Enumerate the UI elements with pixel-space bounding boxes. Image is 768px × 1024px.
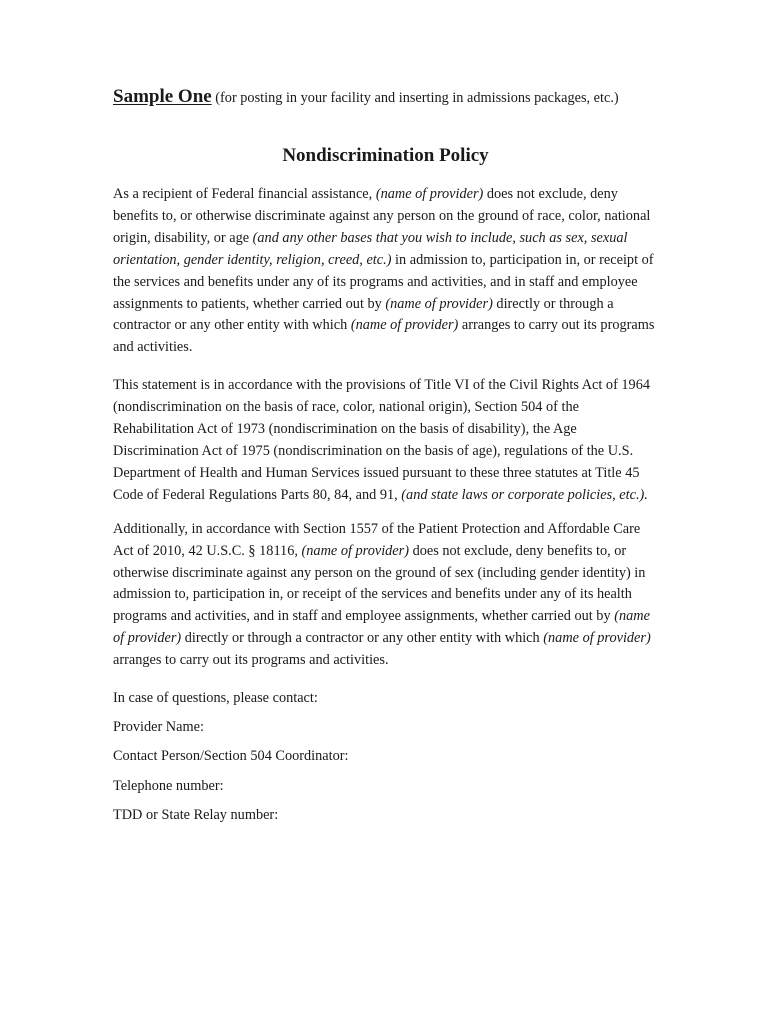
placeholder-text: (name of provider) [385,295,493,312]
contact-person-coordinator: Contact Person/Section 504 Coordinator: [113,748,349,765]
contact-provider-name: Provider Name: [113,718,204,735]
contact-telephone: Telephone number: [113,777,224,794]
policy-paragraph-2 [113,375,658,506]
paragraph-text: Additionally, in accordance with Section 1557 of the Patient Protection and Affordable Care Act of 2010, 42 U.S.C. § 18116, [113,520,644,559]
policy-paragraph-3 [113,519,658,672]
sample-note: (for posting in your facility and inserting in admissions packages, etc.) [215,90,619,106]
paragraph-text: This statement is in accordance with the provisions of Title VI of the Civil Rights Act of 1964 (nondiscrimination on the basis of race, color, national origin), Section 504 of the Rehabilitation Act of 1973 (nondiscrimination on the basis of disability), the Age Discrimination Act of 1975 (nondiscrimination on the basis of age), regulations of the U.S. Department of Health and Human Services issued pursuant to these three statutes at Title 45 Code of Federal Regulations Parts 80, 84, and 91, [113,377,651,503]
placeholder-text: (and state laws or corporate policies, etc.). [401,486,648,503]
paragraph-text: directly or through a contractor or any other entity with which [184,630,540,647]
paragraph-text: does not exclude, deny benefits to, or otherwise discriminate against any person on the ground of sex (including gender identity) in admission to, participation in, or receipt of the services and benefits under any of its health programs and activities, and in staff and employee assignments, whether carried out by [113,542,646,625]
placeholder-text: (name of provider) [113,608,650,647]
paragraph-text: in admission to, participation in, or receipt of the services and benefits under any of its programs and activities, and in staff and employee assignments to patients, whether carried out by [113,251,654,312]
document-title: Nondiscrimination Policy [282,145,489,166]
placeholder-text: (name of provider) [375,186,484,202]
placeholder-text: (and any other bases that you wish to include, such as sex, sexual orientation, gender identity, religion, creed, etc.) [113,229,628,268]
contact-tdd-relay: TDD or State Relay number: [113,807,279,824]
placeholder-text: (name of provider) [350,317,459,334]
document-page [113,86,658,835]
placeholder-text: (name of provider) [543,630,651,647]
sample-heading [113,86,658,109]
sample-label: Sample One [113,86,212,107]
paragraph-text: arranges to carry out its programs and activities. [113,317,655,356]
contact-intro: In case of questions, please contact: [113,690,318,707]
paragraph-text: arranges to carry out its programs and activities. [113,652,389,669]
paragraph-text: As a recipient of Federal financial assistance, [113,186,373,202]
paragraph-text: does not exclude, deny benefits to, or otherwise discriminate against any person on the ground of race, color, national origin, disability, or age [113,186,651,246]
policy-paragraph-1 [113,184,658,359]
paragraph-text: directly or through a contractor or any other entity with which [113,295,614,334]
placeholder-text: (name of provider) [301,542,409,559]
